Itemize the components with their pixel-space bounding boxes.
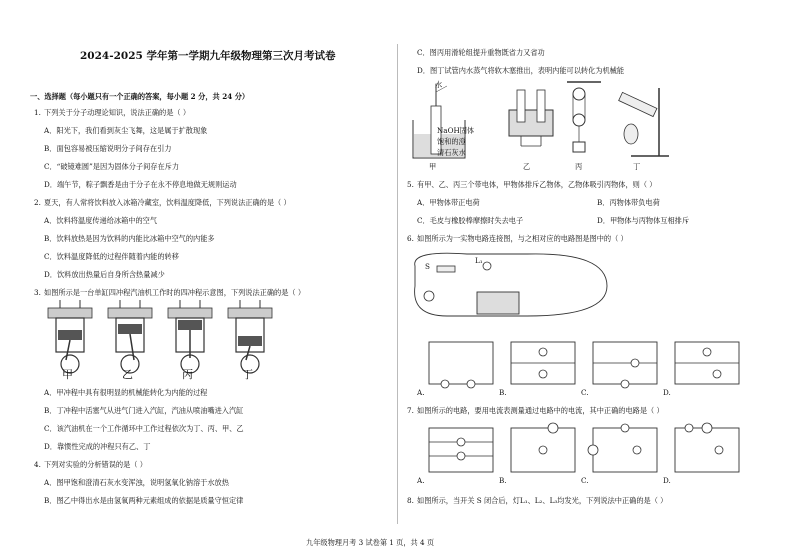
q3-number: 3.: [34, 288, 41, 297]
q4-option-b: B．图乙中得出水是由氢氧两种元素组成的依据是质量守恒定律: [44, 496, 244, 505]
circuit-option-a: [429, 342, 493, 388]
q3-option-d: D．靠惯性完成的冲程只有乙、丁: [44, 442, 151, 451]
q4-fig-label-bing: 丙: [575, 162, 583, 171]
physical-circuit-figure: [407, 246, 617, 322]
q6-option-c-label: C.: [581, 388, 589, 397]
q4-stem: 下列对实验的分析错误的是（ ）: [44, 460, 147, 469]
q1-option-c: C．“破镜难圆”是因为固体分子间存在斥力: [44, 162, 180, 171]
q7-option-a-label: A.: [417, 476, 425, 485]
q3-stem: 如图所示是一台单缸四冲程汽油机工作时的四冲程示意图，下列说法正确的是（ ）: [44, 288, 306, 297]
q7-number: 7.: [407, 406, 414, 415]
q1-option-b: B．面包容易被压缩说明分子间存在引力: [44, 144, 172, 153]
q2-number: 2.: [34, 198, 41, 207]
q3-label-ding: 丁: [242, 368, 253, 381]
ammeter-circuit-d: [675, 423, 739, 472]
q7-option-d-label: D.: [663, 476, 671, 485]
ammeter-circuit-c: [588, 424, 657, 472]
q8-stem: 如图所示，当开关 S 闭合后，灯L₁、L₂、L₃均发光，下列说法中正确的是（ ）: [417, 496, 668, 505]
q6-real-switch-label: S: [425, 262, 430, 271]
q3-option-b: B．丁冲程中活塞气从进气门进入汽缸，汽油从喷油嘴进入汽缸: [44, 406, 244, 415]
q7-option-b-label: B.: [499, 476, 507, 485]
q2-option-d: D．饮料放出热量后自身所含热量减少: [44, 270, 165, 279]
q1-stem: 下列关于分子动理论知识，说法正确的是（ ）: [44, 108, 191, 117]
fig-lime-label-2: 清石灰水: [437, 148, 466, 157]
fig-lime-label-1: 饱和的澄: [437, 137, 466, 146]
figure-bing-pulley: [567, 82, 601, 152]
fig-naoh-label: NaOH固体: [437, 126, 475, 135]
bulb-part-2: [483, 262, 491, 270]
q3-label-yi: 乙: [122, 368, 133, 381]
q4-number: 4.: [34, 460, 41, 469]
q4-option-d: D．图丁试管内水蒸气将软木塞推出，表明内能可以转化为机械能: [417, 66, 625, 75]
q6-option-b-label: B.: [499, 388, 507, 397]
ammeter-circuit-a: [429, 428, 493, 472]
q6-stem: 如图所示为一实物电路连接图，与之相对应的电路图是图中的（ ）: [417, 234, 628, 243]
battery-box: [477, 292, 519, 314]
q7-option-c-label: C.: [581, 476, 589, 485]
q2-option-c: C．饮料温度降低的过程伴随着内能的转移: [44, 252, 179, 261]
q2-option-a: A．饮料将温度传递给冰箱中的空气: [44, 216, 158, 225]
fig-water-label: 水: [435, 80, 443, 89]
q6-option-a-label: A.: [417, 388, 425, 397]
q5-stem: 有甲、乙、丙三个带电体，甲物体排斥乙物体，乙物体吸引丙物体，则（ ）: [417, 180, 657, 189]
engine-diagram-jia: [48, 300, 92, 373]
q4-fig-label-ding: 丁: [633, 162, 641, 171]
q6-options-circuits: [423, 330, 743, 394]
q6-option-d-label: D.: [663, 388, 671, 397]
circuit-option-c: [593, 342, 657, 388]
ammeter-circuit-b: [511, 423, 575, 472]
page-footer: 九年级物理月考 3 试卷第 1 页，共 4 页: [306, 538, 435, 547]
q3-option-a: A．甲冲程中具有很明显的机械能转化为内能的过程: [44, 388, 208, 397]
bulb-part: [424, 291, 434, 301]
engine-strokes-figure: [42, 300, 292, 386]
q7-stem: 如图所示的电路，要用电流表测量通过电路中的电流，其中正确的电路是（ ）: [417, 406, 664, 415]
q3-option-c: C．该汽油机在一个工作循环中工作过程依次为丁、丙、甲、乙: [44, 424, 244, 433]
q3-label-jia: 甲: [62, 368, 73, 381]
q2-stem: 夏天，有人常将饮料放入冰箱冷藏室，饮料温度降低，下列说法正确的是（ ）: [44, 198, 291, 207]
q6-number: 6.: [407, 234, 414, 243]
circuit-option-b: [511, 342, 575, 384]
q1-option-a: A．阳光下，我们看到灰尘飞舞，这是属于扩散现象: [44, 126, 208, 135]
column-divider: [397, 44, 398, 524]
q6-real-l1-label: L₁: [475, 256, 483, 265]
engine-diagram-yi: [108, 300, 152, 373]
q5-option-b: B．丙物体带负电荷: [597, 198, 660, 207]
figure-jia-beaker: [413, 84, 465, 158]
q4-fig-label-jia: 甲: [429, 162, 437, 171]
q5-option-c: C．毛皮与橡胶棒摩擦时失去电子: [417, 216, 524, 225]
q5-number: 5.: [407, 180, 414, 189]
q7-options-circuits: [423, 418, 743, 482]
q2-option-b: B．饮料放热是因为饮料的内能比冰箱中空气的内能多: [44, 234, 215, 243]
q5-option-d: D．甲物体与丙物体互相排斥: [597, 216, 690, 225]
circuit-option-d: [675, 342, 739, 384]
q4-option-c: C．图丙用滑轮组提升重物既省力又省功: [417, 48, 545, 57]
engine-diagram-bing: [168, 300, 212, 373]
engine-diagram-ding: [228, 300, 272, 373]
figure-ding-test-tube: [619, 88, 669, 156]
figure-yi-electrolysis: [509, 90, 553, 146]
exam-title: 2024-2025 学年第一学期九年级物理第三次月考试卷: [80, 50, 336, 62]
q8-number: 8.: [407, 496, 414, 505]
section-heading: 一、选择题（每小题只有一个正确的答案，每小题 2 分，共 24 分）: [30, 92, 250, 101]
q1-option-d: D．端午节，粽子飘香是由于分子在永不停息地做无规则运动: [44, 180, 237, 189]
q3-label-bing: 丙: [182, 368, 193, 381]
switch-part: [437, 266, 455, 272]
q5-option-a: A．甲物体带正电荷: [417, 198, 480, 207]
q1-number: 1.: [34, 108, 41, 117]
q4-option-a: A．图甲饱和澄清石灰水变浑浊，说明氢氧化钠溶于水放热: [44, 478, 229, 487]
q4-fig-label-yi: 乙: [523, 162, 531, 171]
